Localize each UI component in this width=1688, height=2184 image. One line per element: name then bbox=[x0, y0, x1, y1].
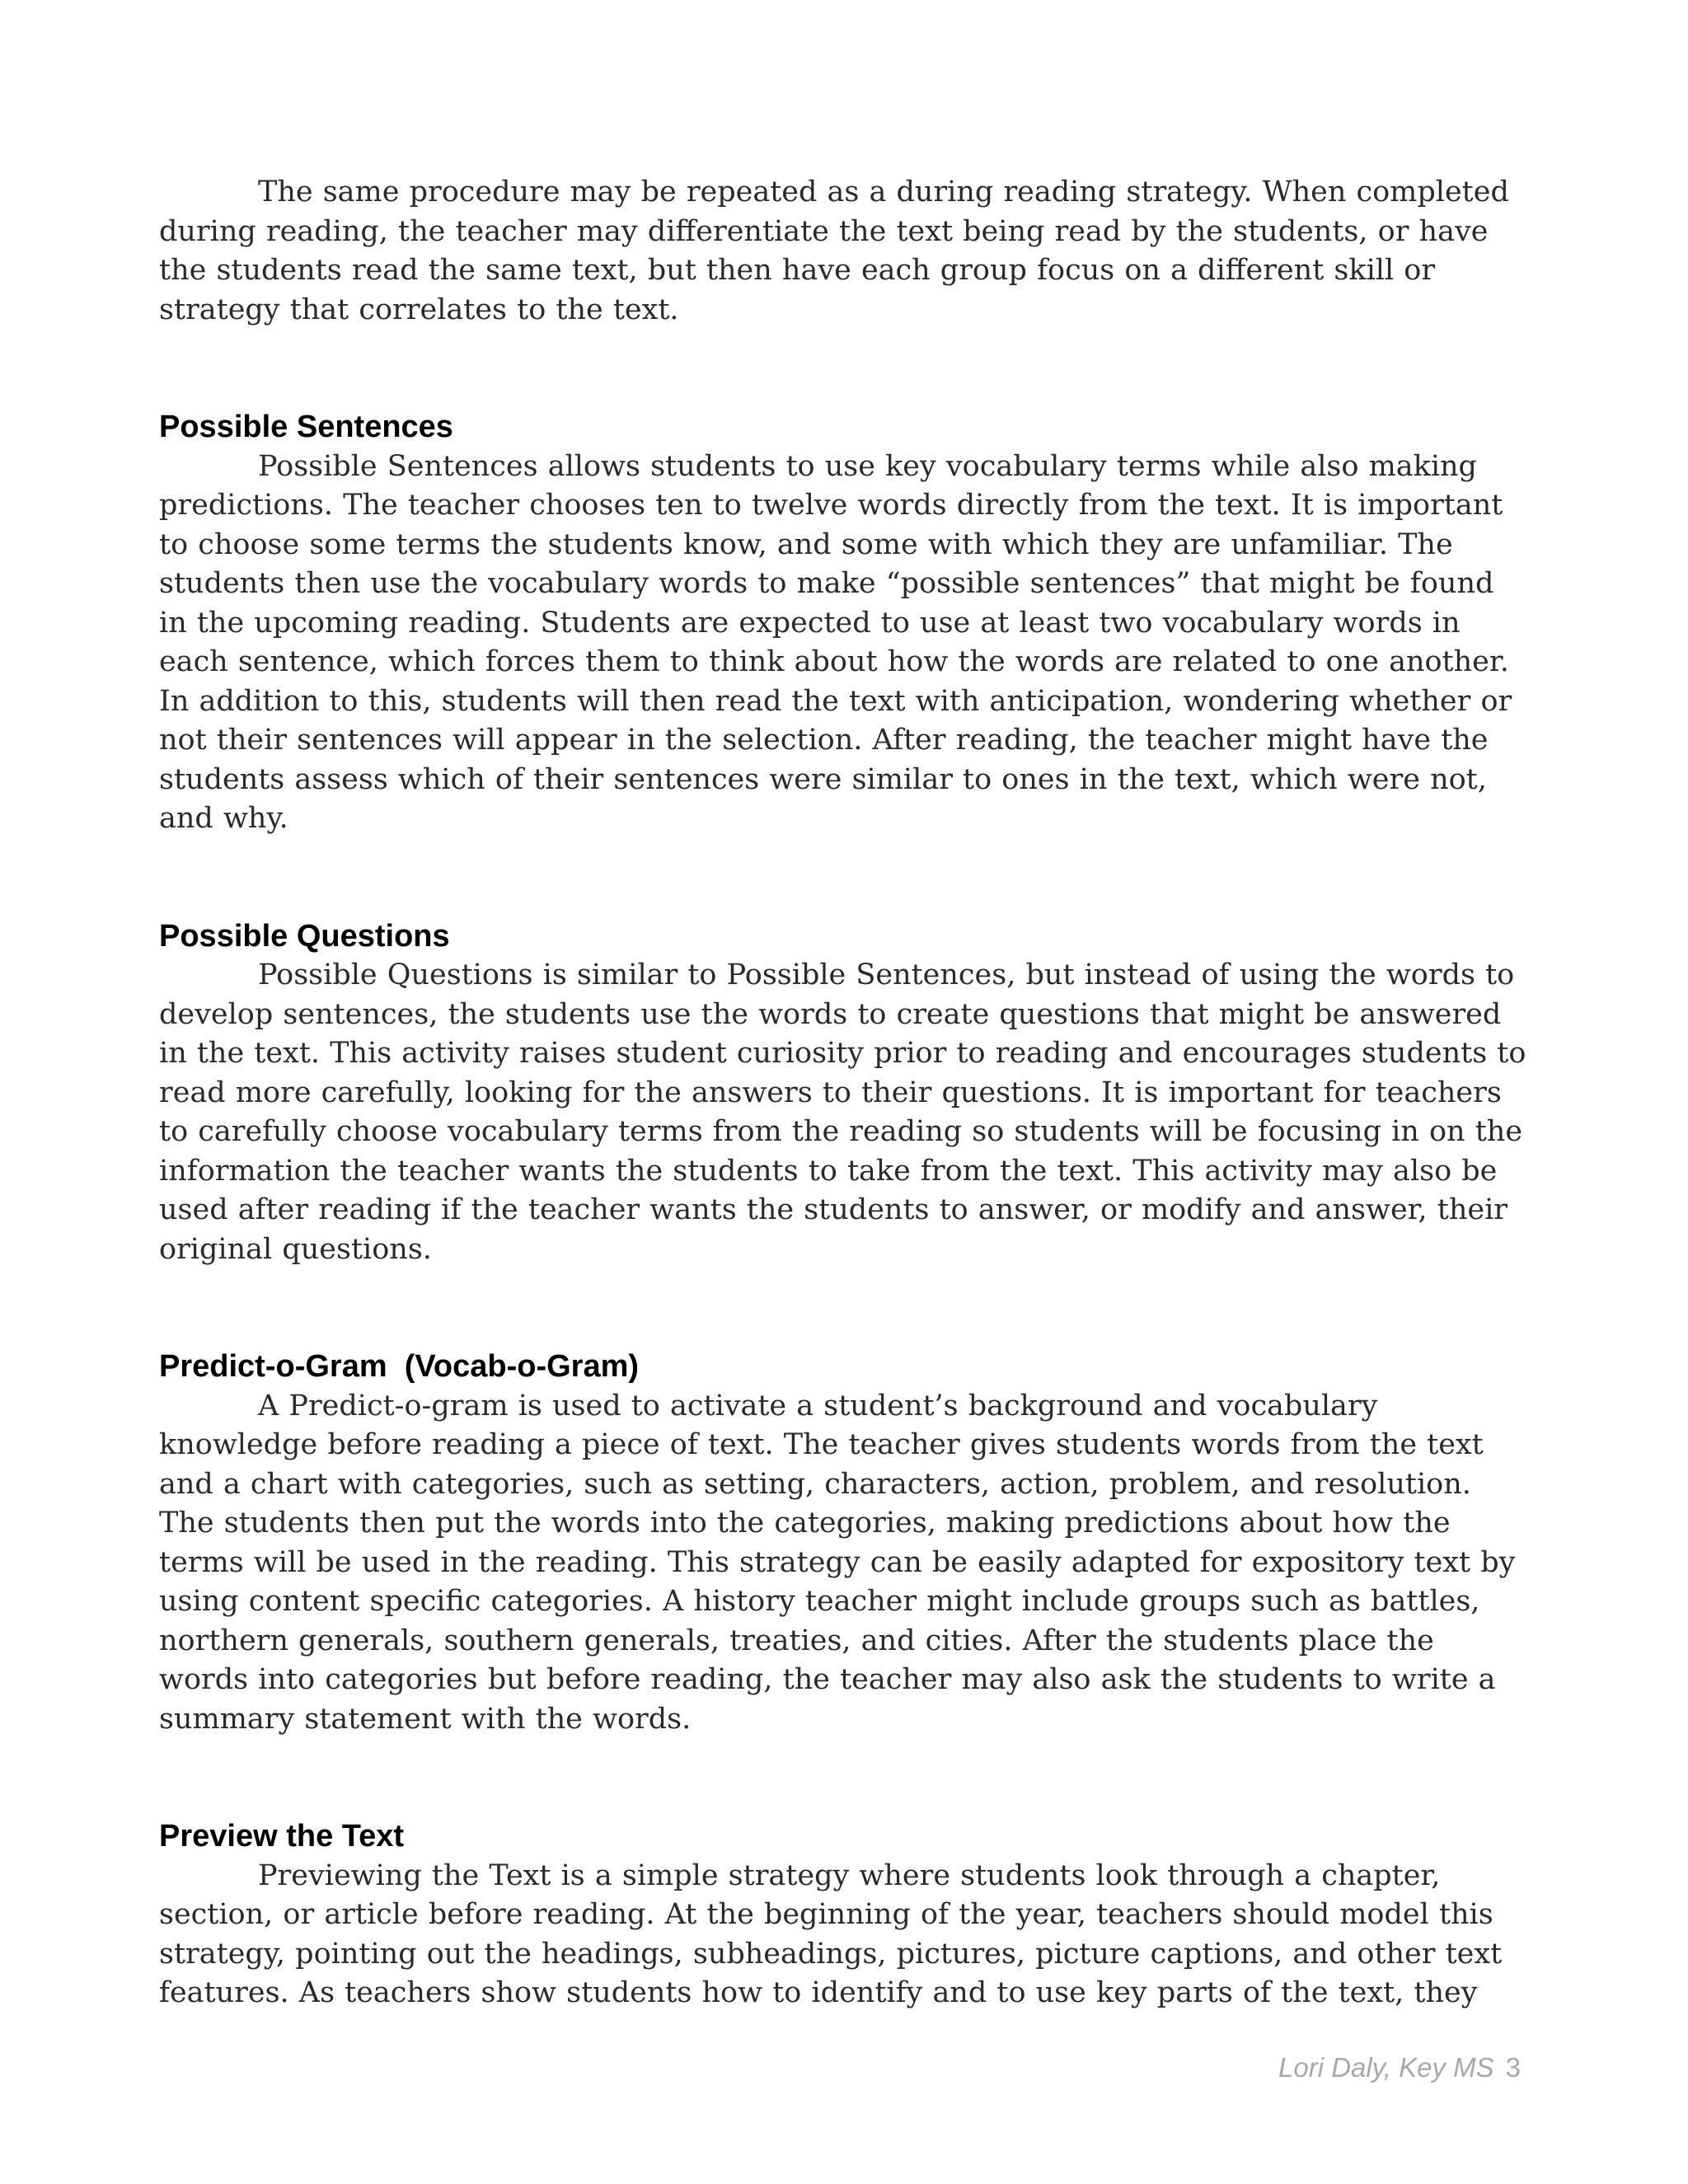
section-paragraph: Possible Sentences allows students to use key vocabulary terms while also making predictions. The teacher chooses ten to twelve words directly from the text. It is important to choose some terms the students know, and some with which they are unfamiliar. The students then use the vocabulary words to make “possible sentences” that might be found in the upcoming reading. Students are expected to use at least two vocabulary words in each sentence, which forces them to think about how the words are related to one another. In addition to this, students will then read the text with anticipation, wondering whether or not their sentences will appear in the selection. After reading, the teacher might have the students assess which of their sentences were similar to ones in the text, which were not, and why. bbox=[159, 449, 1512, 835]
section-paragraph: Possible Questions is similar to Possible Sentences, but instead of using the words to develop sentences, the students use the words to create questions that might be answered in the text. This activity raises student curiosity prior to reading and encourages students to read more carefully, looking for the answers to their questions. It is important for teachers to carefully choose vocabulary terms from the reading so students will be focusing in on the information the teacher wants the students to take from the text. This activity may also be used after reading if the teacher wants the students to answer, or modify and answer, their original questions. bbox=[159, 958, 1526, 1266]
intro-paragraph: The same procedure may be repeated as a during reading strategy. When completed during reading, the teacher may differentiate the text being read by the students, or have the students read the same text, but then have each group focus on a different skill or strategy that correlates to the text. bbox=[159, 176, 1509, 326]
section-possible-questions bbox=[159, 917, 1531, 1270]
footer-author: Lori Daly, Key MS bbox=[1278, 2052, 1494, 2083]
section-heading: Possible Sentences bbox=[159, 410, 453, 444]
page-content bbox=[159, 173, 1531, 2013]
section-paragraph: Previewing the Text is a simple strategy where students look through a chapter, section, or article before reading. At the beginning of the year, teachers should model this strategy, pointing out the headings, subheadings, pictures, picture captions, and other text features. As teachers show students how to identify and to use key parts of the text, they bbox=[159, 1858, 1503, 2009]
section-heading: Preview the Text bbox=[159, 1819, 405, 1854]
section-heading: Predict-o-Gram (Vocab-o-Gram) bbox=[159, 1349, 640, 1384]
page-number: 3 bbox=[1505, 2052, 1521, 2083]
section-preview-the-text bbox=[159, 1817, 1531, 2013]
section-predict-o-gram bbox=[159, 1347, 1531, 1739]
section-heading: Possible Questions bbox=[159, 918, 450, 954]
section-possible-sentences bbox=[159, 408, 1531, 839]
section-paragraph: A Predict-o-gram is used to activate a student’s background and vocabulary knowledge before reading a piece of text. The teacher gives students words from the text and a chart with categories, such as setting, characters, action, problem, and resolution. The students then put the words into the categories, making predictions about how the terms will be used in the reading. This strategy can be easily adapted for expository text by using content specific categories. A history teacher might include groups such as battles, northern generals, southern generals, treaties, and cities. After the students place the words into categories but before reading, the teacher may also ask the students to write a summary statement with the words. bbox=[159, 1389, 1516, 1736]
page-footer bbox=[1278, 2052, 1521, 2083]
